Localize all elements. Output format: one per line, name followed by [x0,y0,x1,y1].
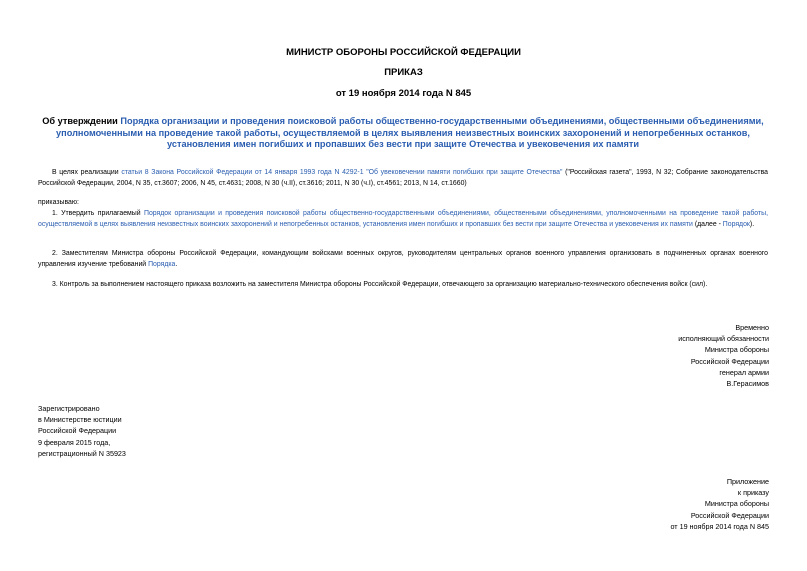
item-1-text-2: (далее - [692,221,723,229]
appendix-line: от 19 ноября 2014 года N 845 [670,521,769,531]
item-1-text-3: ). [749,221,755,229]
registration-line: Российской Федерации [38,426,117,436]
item-1-paragraph [38,208,768,230]
document-title [38,116,768,151]
ministry-heading: МИНИСТР ОБОРОНЫ РОССИЙСКОЙ ФЕДЕРАЦИИ [286,47,521,58]
signature-block [678,322,769,389]
item-3-paragraph: 3. Контроль за выполнением настоящего приказа возложить на заместителя Министра обороны Российской Федерации, отвечающего за организацию материально-технического обеспечения войск (сил). [52,281,708,288]
item-2-procedure-link[interactable]: Порядка [148,261,176,269]
preamble-paragraph [38,167,768,189]
preamble-text-2: ("Российская газета", 1993, N 32; Собрание законодательства Российской Федерации, 2004, N 35, ст.3607; 2006, N 45, ст.4631; 2008, N 30 (ч.II), ст.3616; 2011, N 30 (ч.I), ст.4561; 2013, N 14, ст.1660) [38,169,768,188]
item-2-paragraph [38,248,768,270]
item-2-text-2: . [175,261,178,269]
signature-line: В.Герасимов [726,379,769,389]
signature-line: Российской Федерации [690,356,769,366]
signature-line: исполняющий обязанности [678,334,769,344]
preamble-text-1: В целях реализации [52,169,122,176]
item-1-short-link[interactable]: Порядок [722,221,750,229]
item-2-text-1: 2. Заместителям Министра обороны Российской Федерации, командующим войсками военных округов, руководителям центральных органов военного управления организовать в подчиненных органах военного управления изучение требований [38,250,768,269]
appendix-line: Приложение [726,477,769,486]
date-number-heading: от 19 ноября 2014 года N 845 [335,88,472,99]
registration-line: в Министерстве юстиции [38,415,122,425]
appendix-line: Министра обороны [704,499,769,509]
signature-line: Временно [735,323,769,332]
title-prefix: Об утверждении [42,116,121,126]
item-1-text-1: 1. Утвердить прилагаемый [52,210,144,217]
registration-line: Зарегистрировано [38,404,100,413]
appendix-block [670,476,769,532]
registration-line: 9 февраля 2015 года, [38,437,111,447]
item-1-procedure-link[interactable]: Порядок организации и проведения поисковой работы общественно-государственными объединениями, общественными объединениями, уполномоченными на проведение такой работы, осуществляемой в целях выявления неизвестных воинских захоронений и непогребенных останков, установления имен погибших и пропавших без вести при защите Отечества и увековечения их памяти [38,210,768,229]
order-word: приказываю: [38,199,79,206]
signature-line: Министра обороны [704,345,769,355]
appendix-line: Российской Федерации [690,510,769,520]
preamble-law-link[interactable]: статьи 8 Закона Российской Федерации от 14 января 1993 года N 4292-1 "Об увековечении памяти погибших при защите Отечества" [121,169,563,176]
registration-line: регистрационный N 35923 [38,448,126,458]
doc-type-heading: ПРИКАЗ [384,67,423,78]
registration-block [38,403,126,459]
signature-line: генерал армии [719,367,769,377]
appendix-line: к приказу [737,488,769,498]
title-link[interactable]: Порядка организации и проведения поисковой работы общественно-государственными объединениями, общественными объединениями, уполномоченными на проведение такой работы, осуществляемой в целях выявления неизвестных воинских захоронений и непогребенных останков, установления имен погибших и пропавших без вести при защите Отечества и увековечения их памяти [56,116,764,150]
